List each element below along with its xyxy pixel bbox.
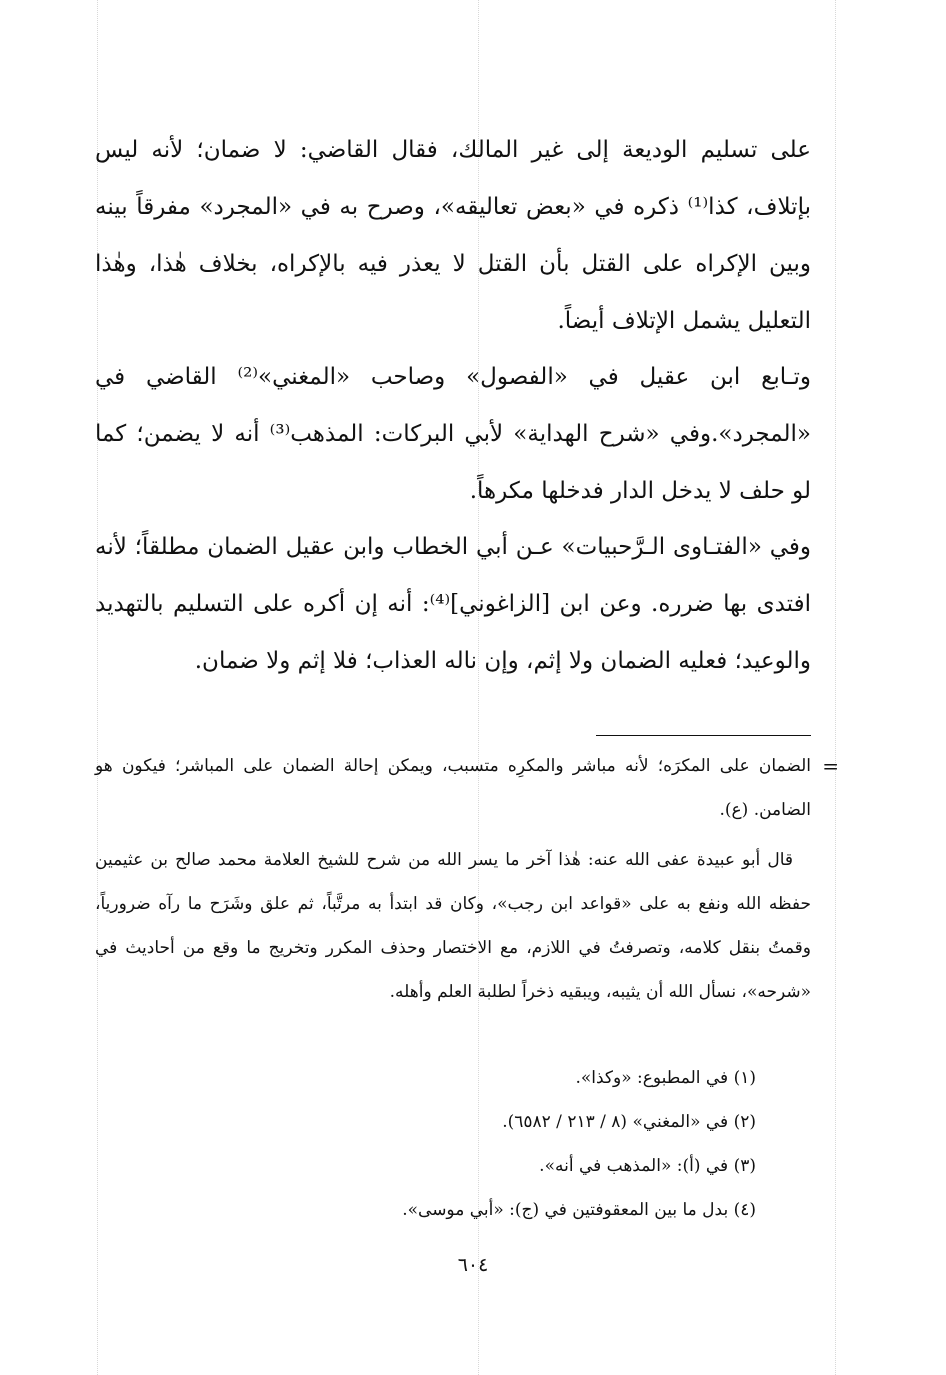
- footnote-4: (٤) بدل ما بين المعقوفتين في (ج): «أبي موسى».: [402, 1200, 756, 1220]
- continuation-mark: =: [822, 754, 839, 778]
- editor-note: قال أبو عبيدة عفى الله عنه: هٰذا آخر ما يسر الله من شرح للشيخ العلامة محمد صالح بن عثيمين حفظه الله ونفع به على «قواعد ابن رجب»، وكان قد ابتدأ به مرتَّباً، ثم علق وشَرَح ما رآه ضرورياً، وقمتُ بنقل كلامه، وتصرفتُ في اللازم، مع الاختصار وحذف المكرر وتخريج ما وقع من أحاديث في «شرحه»، نسأل الله أن يثيبه، ويبقيه ذخراً لطلبة العلم وأهله.: [95, 850, 811, 1002]
- scan-artifact: [835, 0, 836, 1375]
- note-continuation-text: الضمان على المكرَه؛ لأنه مباشر والمكرِه متسبب، ويمكن إحالة الضمان على المباشر؛ فيكون هو الضامن. (ع).: [95, 756, 811, 820]
- footnote-list: [256, 1056, 756, 1232]
- note-continuation: [95, 744, 839, 832]
- body-paragraph-3: وفي «الفتـاوى الـرَّحبيات» عـن أبي الخطاب وابن عقيل الضمان مطلقاً؛ لأنه افتدى بها ضرره. وعن ابن [الزاغوني]⁽⁴⁾: أنه إن أكره على التسليم بالتهديد والوعيد؛ فعليه الضمان ولا إثم، وإن ناله العذاب؛ فلا إثم ولا ضمان.: [95, 534, 811, 674]
- footnote-separator: [596, 735, 811, 736]
- body-paragraph-1: على تسليم الوديعة إلى غير المالك، فقال القاضي: لا ضمان؛ لأنه ليس بإتلاف، كذا⁽¹⁾ ذكره في «بعض تعاليقه»، وصرح به في «المجرد» مفرقاً بينه وبين الإكراه على القتل بأن القتل لا يعذر فيه بالإكراه، بخلاف هٰذا، وهٰذا التعليل يشمل الإتلاف أيضاً.: [95, 137, 811, 334]
- footnote-1: (١) في المطبوع: «وكذا».: [575, 1068, 756, 1088]
- page-number: ٦٠٤: [457, 1254, 489, 1276]
- footnote-2: (٢) في «المغني» (٨ / ٢١٣ / ٦٥٨٢).: [502, 1112, 756, 1132]
- body-paragraph-2: وتـابع ابن عقيل في «الفصول» وصاحب «المغني»⁽²⁾ القاضي في «المجرد».وفي «شرح الهداية» لأبي البركات: المذهب⁽³⁾ أنه لا يضمن؛ كما لو حلف لا يدخل الدار فدخلها مكرهاً.: [95, 364, 812, 504]
- footnote-3: (٣) في (أ): «المذهب في أنه».: [539, 1156, 756, 1176]
